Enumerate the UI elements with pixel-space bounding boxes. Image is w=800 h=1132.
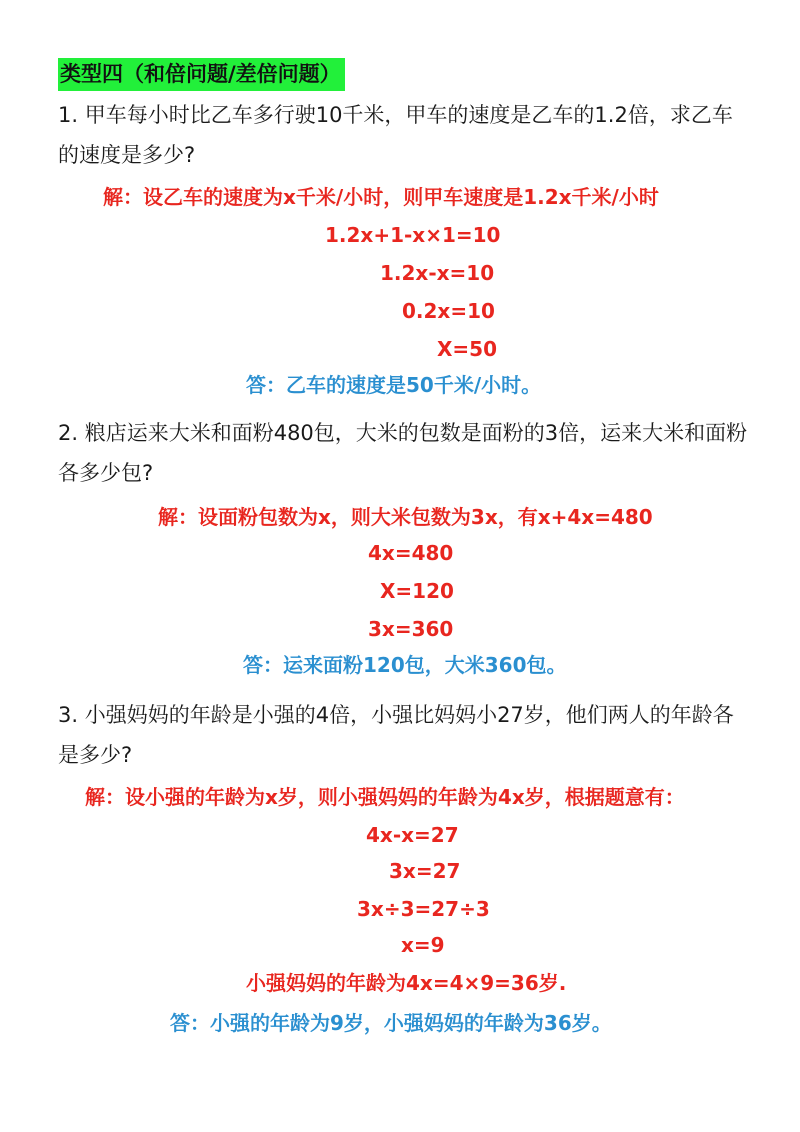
problem-1-question-line-1: 1. 甲车每小时比乙车多行驶10千米，甲车的速度是乙车的1.2倍，求乙车 (58, 103, 733, 127)
problem-2-question-line-2: 各多少包? (58, 461, 154, 485)
problem-1-answer: 答：乙车的速度是50千米/小时。 (246, 373, 542, 397)
problem-1-step-2: 1.2x-x=10 (380, 261, 495, 285)
problem-3-question-line-2: 是多少? (58, 743, 133, 767)
problem-3-conclusion: 小强妈妈的年龄为4x=4×9=36岁. (246, 971, 567, 995)
problem-3-question-line-1: 3. 小强妈妈的年龄是小强的4倍，小强比妈妈小27岁，他们两人的年龄各 (58, 703, 734, 727)
problem-1-solution-intro: 解：设乙车的速度为x千米/小时，则甲车速度是1.2x千米/小时 (103, 185, 659, 209)
problem-3-solution-intro: 解：设小强的年龄为x岁，则小强妈妈的年龄为4x岁，根据题意有： (85, 785, 685, 809)
problem-1-question-line-2: 的速度是多少? (58, 143, 196, 167)
problem-2-step-2: X=120 (380, 579, 454, 603)
problem-3-step-1: 4x-x=27 (366, 823, 459, 847)
problem-3-step-2: 3x=27 (389, 859, 461, 883)
problem-3-step-3: 3x÷3=27÷3 (357, 897, 490, 921)
problem-2-step-3: 3x=360 (368, 617, 454, 641)
problem-3-answer: 答：小强的年龄为9岁，小强妈妈的年龄为36岁。 (170, 1011, 612, 1035)
problem-2-solution-intro: 解：设面粉包数为x，则大米包数为3x，有x+4x=480 (158, 505, 653, 529)
problem-1-step-3: 0.2x=10 (402, 299, 495, 323)
problem-1-step-4: X=50 (437, 337, 498, 361)
problem-2-step-1: 4x=480 (368, 541, 454, 565)
problem-3-step-4: x=9 (401, 933, 445, 957)
problem-2-question-line-1: 2. 粮店运来大米和面粉480包，大米的包数是面粉的3倍，运来大米和面粉 (58, 421, 748, 445)
problem-2-answer: 答：运来面粉120包，大米360包。 (243, 653, 567, 677)
section-heading: 类型四（和倍问题/差倍问题） (58, 58, 345, 91)
problem-1-step-1: 1.2x+1-x×1=10 (325, 223, 501, 247)
